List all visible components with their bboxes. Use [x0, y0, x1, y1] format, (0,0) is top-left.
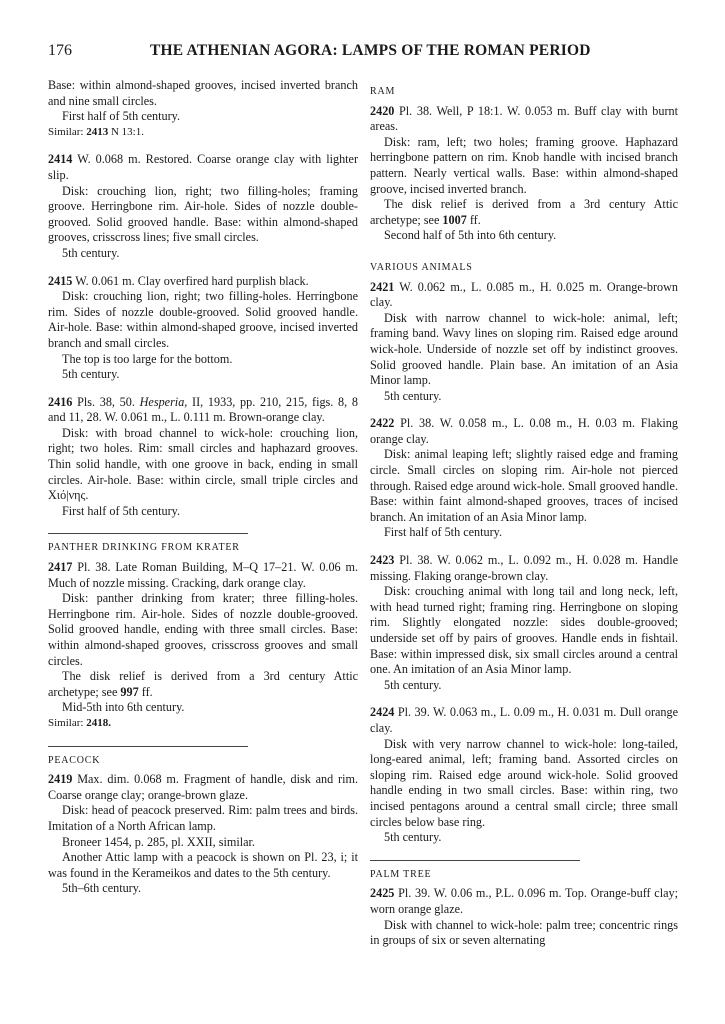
catalog-entry-2419 — [48, 772, 358, 897]
entry-number: 2423 — [370, 553, 395, 568]
entry-date: 5th century. — [384, 388, 442, 403]
catalog-entry-2421 — [370, 280, 678, 405]
entry-desc-text: Pl. 39. W. 0.06 m., P.L. 0.096 m. Top. Orange-buff clay; worn orange glaze. — [370, 886, 678, 916]
entry-desc-text: Pl. 39. W. 0.063 m., L. 0.09 m., H. 0.031 m. Dull orange clay. — [370, 705, 679, 735]
similar-number: 2418. — [86, 716, 111, 729]
similar-label: Similar: — [48, 716, 84, 729]
section-divider — [48, 533, 248, 534]
relief-ff: ff. — [141, 684, 153, 699]
entry-disk: Disk: head of peacock preserved. Rim: palm trees and birds. Imitation of a North African lamp. — [48, 803, 358, 833]
entry-relief-note — [48, 669, 358, 700]
entry-date: Mid-5th into 6th century. — [62, 700, 185, 715]
entry-desc-text: W. 0.062 m., L. 0.085 m., H. 0.025 m. Orange-brown clay. — [370, 279, 678, 310]
entry-disk: Disk: crouching lion, right; two filling-holes. Herringbone rim. Sides of nozzle double-grooved. Solid grooved handle. Air-hole. Base: within almond-shaped groove, incised inverted branch and small circles. — [48, 289, 358, 350]
running-title: THE ATHENIAN AGORA: LAMPS OF THE ROMAN PERIOD — [150, 42, 591, 59]
entry-number: 2417 — [48, 560, 73, 575]
entry-description — [48, 395, 358, 426]
entry-desc-text: Pl. 38. W. 0.062 m., L. 0.092 m., H. 0.028 m. Handle missing. Flaking orange-brown clay. — [370, 553, 678, 583]
entry-number: 2416 — [48, 394, 73, 409]
entry-disk: Disk with very narrow channel to wick-hole: long-tailed, long-eared animal, left; framing band. Assorted circles on sloping rim. Raised edge around wick-hole. Solid grooved handle ending in two small circles. Base: within ring, two incised pentagons around a central small circle; three small circles below base ring. — [370, 736, 678, 829]
entry-desc-text-rest: , II, 1933, pp. 210, 215, figs. 8, 8 and 11, 28. W. 0.061 m., L. 0.111 m. Brown-orange clay. — [48, 394, 358, 425]
catalog-entry-2415 — [48, 274, 358, 383]
entry-disk: Disk: crouching animal with long tail and long neck, left, with head turned right; framing ring. Herringbone on sloping rim. Slightly elongated nozzle: sides double-grooved; underside set off by pairs of grooves. Handle ends in fishtail. Base: within impressed disk, six small circles around a central one. An imitation of an Asia Minor lamp. — [370, 584, 678, 677]
entry-disk: Disk: crouching lion, right; two filling-holes; framing groove. Herringbone rim. Air-hole. Sides of nozzle double-grooved. Solid grooved handle. Base: within almond-shaped grooves, crisscross lines; five small circles. — [48, 183, 358, 245]
entry-date: First half of 5th century. — [62, 109, 181, 124]
entry-desc-text: Pl. 38. W. 0.058 m., L. 0.08 m., H. 0.03 m. Flaking orange clay. — [370, 416, 678, 446]
entry-number: 2415 — [48, 273, 73, 288]
entry-description — [370, 553, 678, 584]
section-heading-ram: RAM — [370, 86, 396, 97]
entry-continued — [48, 78, 358, 140]
entry-description — [48, 772, 358, 803]
entry-date: 5th century. — [62, 367, 120, 382]
entry-desc-text: Pls. 38, 50. — [77, 394, 135, 409]
catalog-entry-2424 — [370, 705, 678, 845]
entry-description — [48, 560, 358, 591]
entry-desc-text: W. 0.061 m. Clay overfired hard purplish black. — [75, 273, 309, 288]
entry-relief-note — [370, 197, 678, 228]
entry-disk: Disk: animal leaping left; slightly raised edge and framing circle. Small circles on sloping rim. Air-hole not pierced through. Raised edge around wick-hole. Small grooved handle. Base: within faint almond-shaped grooves, traces of incised branch. An imitation of an Asia Minor lamp. — [370, 447, 678, 524]
entry-description — [370, 280, 678, 311]
entry-number: 2419 — [48, 772, 73, 787]
section-divider — [370, 860, 580, 861]
journal-title: Hesperia — [139, 394, 185, 409]
entry-number: 2422 — [370, 416, 395, 431]
entry-date: First half of 5th century. — [62, 503, 181, 518]
entry-description — [370, 705, 678, 736]
entry-description — [48, 274, 358, 290]
entry-text: Base: within almond-shaped grooves, incised inverted branch and nine small circles. — [48, 78, 358, 108]
similar-note — [48, 125, 358, 141]
entry-disk: Disk with channel to wick-hole: palm tree; concentric rings in groups of six or seven alternating — [370, 917, 678, 948]
entry-desc-text: Max. dim. 0.068 m. Fragment of handle, disk and rim. Coarse orange clay; orange-brown glaze. — [48, 772, 359, 802]
entry-desc-text: W. 0.068 m. Restored. Coarse orange clay with lighter slip. — [48, 152, 359, 182]
entry-date: 5th century. — [384, 677, 442, 692]
entry-description — [370, 886, 678, 917]
relief-ref: 997 — [120, 684, 139, 699]
similar-note — [48, 716, 358, 732]
section-heading-peacock: PEACOCK — [48, 754, 101, 766]
entry-number: 2414 — [48, 152, 73, 167]
left-column — [48, 78, 358, 909]
entry-date: 5th century. — [62, 245, 120, 260]
similar-number: 2413 — [86, 125, 109, 138]
catalog-entry-2423 — [370, 553, 678, 693]
entry-description — [370, 416, 678, 447]
entry-reference: Broneer 1454, p. 285, pl. XXII, similar. — [62, 834, 255, 849]
entry-desc-text: Pl. 38. Well, P 18:1. W. 0.053 m. Buff clay with burnt areas. — [370, 103, 678, 134]
entry-date: 5th–6th century. — [62, 881, 142, 896]
entry-date: 5th century. — [384, 830, 442, 845]
section-divider — [48, 746, 248, 747]
catalog-entry-2425 — [370, 886, 678, 948]
entry-disk: Disk: ram, left; two holes; framing groove. Haphazard herringbone pattern on rim. Knob handle with incised branch pattern. Nearly vertical walls. Base: within almond-shaped groove, incised inverted branch. — [370, 134, 678, 196]
section-heading-various-animals: VARIOUS ANIMALS — [370, 261, 473, 273]
section-heading-panther: PANTHER DRINKING FROM KRATER — [48, 542, 240, 554]
relief-text: The disk relief is derived from a 3rd century Attic archetype; see — [370, 197, 678, 227]
entry-desc-text: Pl. 38. Late Roman Building, M–Q 17–21. W. 0.06 m. Much of nozzle missing. Cracking, dark orange clay. — [48, 560, 359, 590]
similar-label: Similar: — [48, 125, 84, 138]
entry-number: 2424 — [370, 705, 395, 720]
similar-rest: N 13:1. — [110, 125, 144, 138]
entry-disk: Disk with narrow channel to wick-hole: animal, left; framing band. Wavy lines on sloping rim. Raised edge around wick-hole. Underside of nozzle set off by indistinct grooves. Solid grooved handle. Plain base. An imitation of an Asia Minor lamp. — [370, 310, 678, 388]
entry-note: The top is too large for the bottom. — [62, 351, 233, 366]
catalog-entry-2414 — [48, 152, 358, 261]
relief-text: The disk relief is derived from a 3rd century Attic archetype; see — [48, 669, 358, 699]
entry-disk: Disk: with broad channel to wick-hole: crouching lion, right; two holes. Rim: small circles and haphazard grooves. Thin solid handle, with one groove in back, ending in small circles. Air-hole. Base: within circle, small triple circles and Χιό|νης. — [48, 425, 358, 503]
entry-note: Another Attic lamp with a peacock is shown on Pl. 23, i; it was found in the Kerameikos and dates to the 5th century. — [48, 850, 358, 880]
entry-date: First half of 5th century. — [384, 525, 503, 540]
catalog-entry-2422 — [370, 416, 678, 541]
catalog-entry-2420 — [370, 104, 678, 244]
entry-description — [370, 104, 678, 135]
entry-disk: Disk: panther drinking from krater; three filling-holes. Herringbone rim. Air-hole. Sides of nozzle double-grooved. Solid grooved handle, ending with three small circles. Base: within almond-shaped grooves, crisscross grooves and small circles. — [48, 591, 358, 668]
catalog-entry-2416 — [48, 395, 358, 520]
entry-number: 2421 — [370, 279, 395, 294]
page-number: 176 — [48, 42, 72, 59]
right-column — [370, 78, 678, 961]
relief-ff: ff. — [469, 212, 481, 227]
relief-ref: 1007 — [442, 212, 467, 227]
entry-number: 2425 — [370, 886, 395, 901]
catalog-entry-2417 — [48, 560, 358, 732]
entry-date: Second half of 5th into 6th century. — [384, 228, 557, 243]
entry-number: 2420 — [370, 103, 395, 118]
section-heading-palm-tree: PALM TREE — [370, 868, 432, 880]
entry-description — [48, 152, 358, 183]
